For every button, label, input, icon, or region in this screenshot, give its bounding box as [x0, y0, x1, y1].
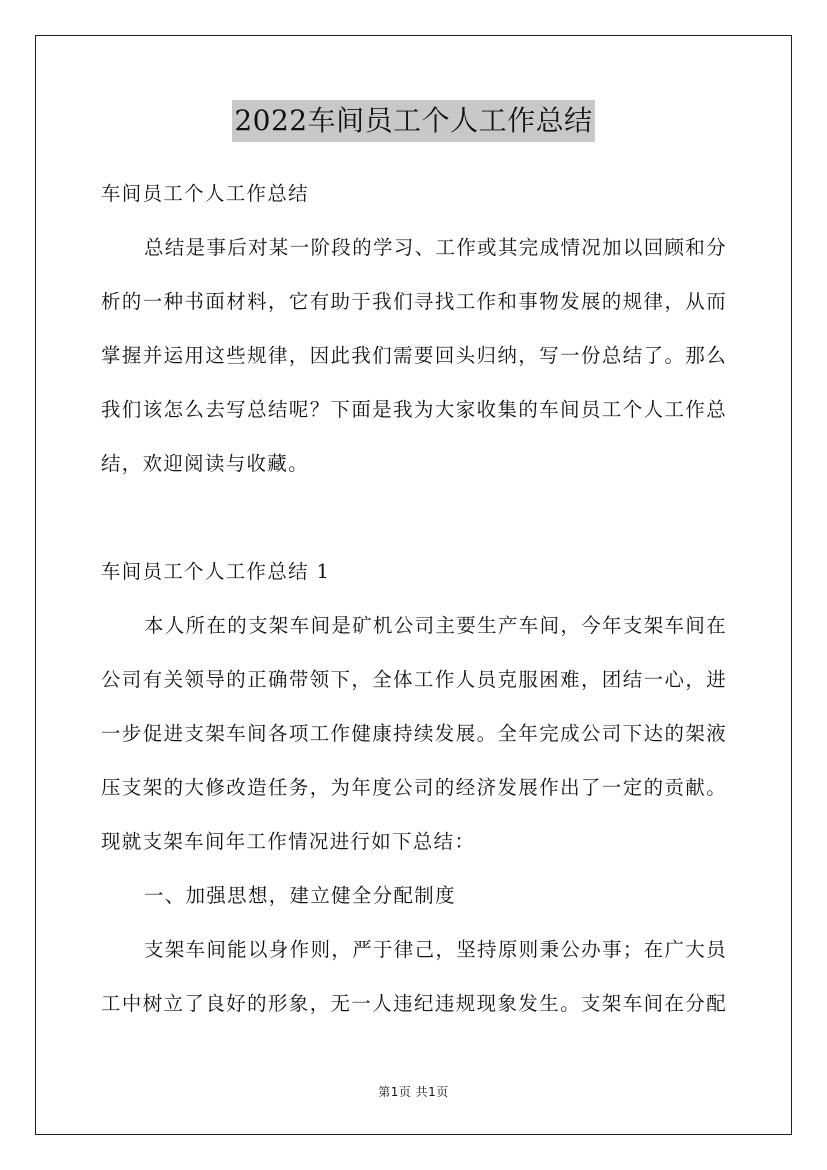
- subsection-heading: 一、加强思想，建立健全分配制度: [144, 884, 456, 907]
- paragraph-line: 工中树立了良好的形象，无一人违纪违规现象发生。支架车间在分配: [101, 992, 727, 1015]
- section-heading: 车间员工个人工作总结: [101, 182, 309, 205]
- paragraph-line: 析的一种书面材料，它有助于我们寻找工作和事物发展的规律，从而: [101, 290, 727, 313]
- document-body: [101, 172, 727, 1036]
- paragraph-line: 压支架的大修改造任务，为年度公司的经济发展作出了一定的贡献。: [101, 776, 727, 799]
- document-title: [0, 100, 827, 142]
- page-footer: 第1页 共1页: [378, 1085, 449, 1099]
- document-title-text: 2022车间员工个人工作总结: [232, 100, 594, 142]
- paragraph-line: 结，欢迎阅读与收藏。: [101, 452, 309, 475]
- paragraph-line: 现就支架车间年工作情况进行如下总结：: [101, 830, 476, 853]
- paragraph-line: 我们该怎么去写总结呢？下面是我为大家收集的车间员工个人工作总: [101, 398, 727, 421]
- section-heading: 车间员工个人工作总结 1: [101, 560, 331, 583]
- paragraph-line: 掌握并运用这些规律，因此我们需要回头归纳，写一份总结了。那么: [101, 344, 727, 367]
- blank-line: [101, 496, 727, 550]
- paragraph-line: 一步促进支架车间各项工作健康持续发展。全年完成公司下达的架液: [101, 722, 727, 745]
- paragraph-line: 公司有关领导的正确带领下，全体工作人员克服困难，团结一心，进: [101, 668, 727, 691]
- paragraph-line: 总结是事后对某一阶段的学习、工作或其完成情况加以回顾和分: [144, 236, 727, 259]
- paragraph-line: 本人所在的支架车间是矿机公司主要生产车间，今年支架车间在: [144, 614, 727, 637]
- paragraph-line: 支架车间能以身作则，严于律己，坚持原则秉公办事；在广大员: [144, 938, 727, 961]
